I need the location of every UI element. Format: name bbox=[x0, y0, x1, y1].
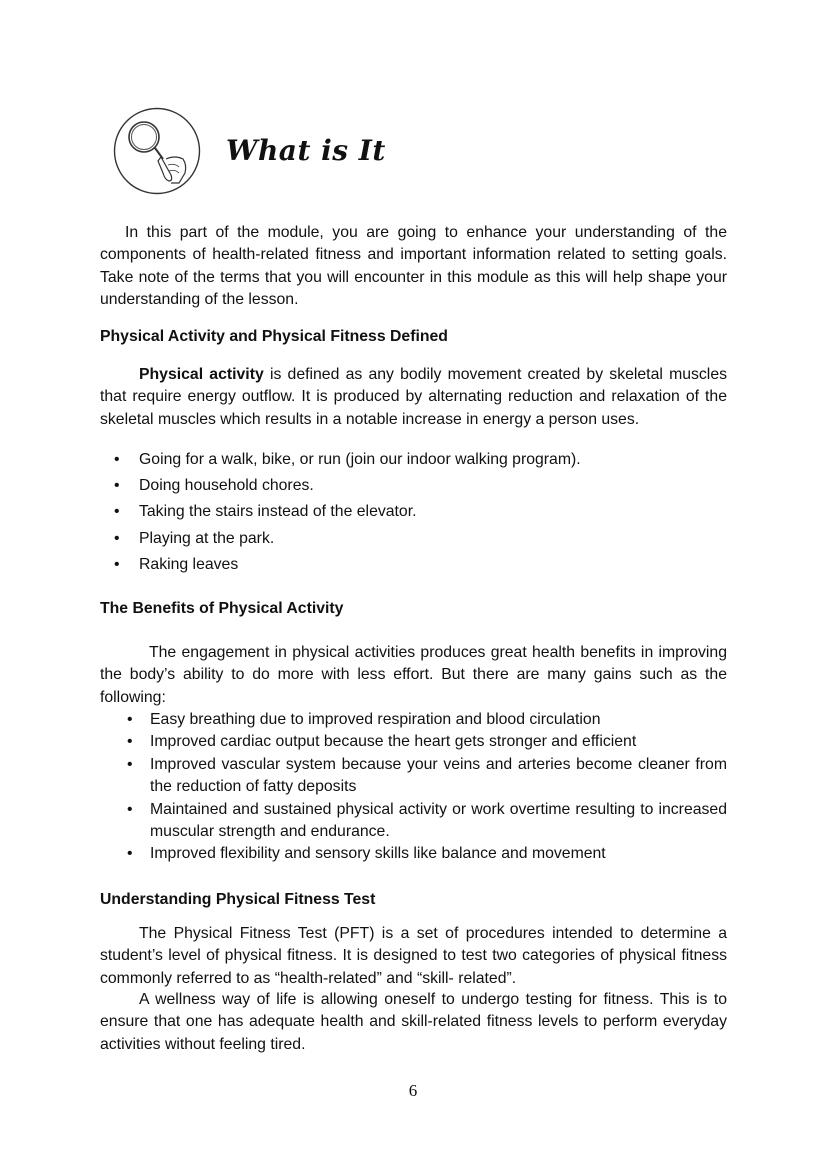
benefits-paragraph: The engagement in physical activities produces great health benefits in improving the body’s ability to do more with less effort. But there are many gains such as the following: bbox=[100, 644, 727, 706]
bullet-icon: • bbox=[114, 503, 120, 521]
bullet-icon: • bbox=[114, 555, 120, 573]
list-item bbox=[100, 754, 727, 799]
physical-activity-definition bbox=[100, 364, 727, 431]
page-number: 6 bbox=[408, 1081, 418, 1100]
list-item-text: Going for a walk, bike, or run (join our indoor walking program). bbox=[139, 451, 581, 468]
fitness-test-paragraph-1: The Physical Fitness Test (PFT) is a set of procedures intended to determine a student’s level of physical fitness. It is designed to test two categories of physical fitness commonly referred to as “health-related” and “skill- related”. bbox=[100, 925, 727, 987]
bullet-icon: • bbox=[127, 800, 133, 818]
bullet-icon: • bbox=[114, 451, 120, 468]
list-item-text: Improved vascular system because your veins and arteries become cleaner from the reduction of fatty deposits bbox=[150, 755, 727, 796]
list-item-text: Improved flexibility and sensory skills like balance and movement bbox=[150, 845, 606, 863]
list-item bbox=[100, 526, 730, 552]
list-item-text: Raking leaves bbox=[139, 555, 239, 573]
physical-activity-examples-list bbox=[100, 447, 730, 578]
list-item-text: Taking the stairs instead of the elevator. bbox=[139, 503, 417, 521]
section-title: What is It bbox=[226, 134, 386, 167]
bullet-icon: • bbox=[127, 711, 133, 728]
list-item-text: Doing household chores. bbox=[139, 477, 314, 495]
list-item bbox=[100, 799, 727, 844]
definition-text: is defined as any bodily movement created by skeletal muscles that require energy outflow. It is produced by alternating reduction and relaxation of the skeletal muscles which results in a notable increase in energy a person uses. bbox=[100, 366, 727, 428]
list-item bbox=[100, 499, 730, 525]
heading-physical-activity-defined: Physical Activity and Physical Fitness Defined bbox=[100, 328, 448, 345]
magnifying-glass-icon bbox=[113, 107, 201, 195]
bullet-icon: • bbox=[114, 529, 120, 547]
list-item-text: Easy breathing due to improved respiration and blood circulation bbox=[150, 711, 601, 728]
list-item-text: Improved cardiac output because the heart gets stronger and efficient bbox=[150, 733, 637, 751]
term-physical-activity: Physical activity bbox=[139, 366, 264, 383]
list-item-text: Playing at the park. bbox=[139, 529, 275, 547]
bullet-icon: • bbox=[127, 755, 133, 773]
list-item-text: Maintained and sustained physical activity or work overtime resulting to increased muscular strength and endurance. bbox=[150, 800, 727, 841]
bullet-icon: • bbox=[114, 477, 120, 495]
bullet-icon: • bbox=[127, 733, 133, 751]
heading-benefits: The Benefits of Physical Activity bbox=[100, 600, 344, 617]
list-item bbox=[100, 731, 727, 753]
bullet-icon: • bbox=[127, 845, 133, 863]
list-item bbox=[100, 843, 727, 865]
heading-fitness-test: Understanding Physical Fitness Test bbox=[100, 891, 376, 908]
list-item bbox=[100, 473, 730, 499]
list-item bbox=[100, 447, 730, 473]
benefits-list bbox=[100, 709, 727, 866]
list-item bbox=[100, 552, 730, 578]
list-item bbox=[100, 709, 727, 731]
fitness-test-paragraph-2: A wellness way of life is allowing oneself to undergo testing for fitness. This is to ensure that one has adequate health and skill-related fitness levels to perform everyday activities without feeling tired. bbox=[100, 991, 727, 1053]
intro-paragraph: In this part of the module, you are going to enhance your understanding of the components of health-related fitness and important information related to setting goals. Take note of the terms that you will encounter in this module as this will help shape your understanding of the lesson. bbox=[100, 224, 727, 309]
